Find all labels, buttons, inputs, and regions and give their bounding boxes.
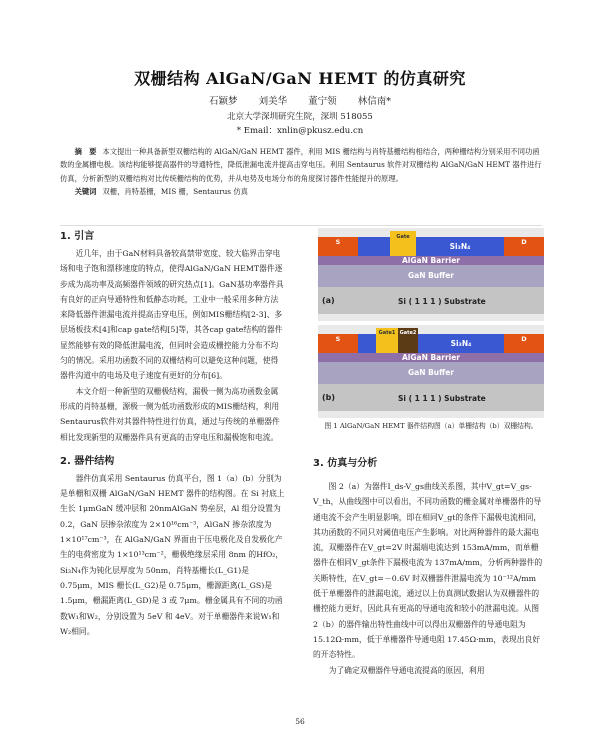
intro-paragraph-1: 近几年，由于GaN材料具备较高禁带宽度、较大临界击穿电场和电子饱和漂移速度的特点，使得AlGaN/GaN HEMT器件逐步成为高功率及高频器件领域的研究热点[1]。GaN基功率器件具有良好的正向导通特性和低静态功耗，工业中一般采用多种方法来降低器件泄漏电流并提高击穿电压，例如MIS栅结构[2-3]、多层场板技术[4]和cap gate结构[5]等，其各cap gate结构的器件显然能够有效的降低泄漏电流，但同时会造成栅控能力分布不均匀的情况。采用功函数不同的双栅结构可以避免这种问题，使得器件沟道中的电场及电子速度有更好的分布[6]。 xyxy=(60,249,284,381)
gate2-electrode: Gate2 xyxy=(398,328,418,353)
figure-1b-panel xyxy=(318,325,544,418)
substrate-label: Si ( 1 1 1 ) Substrate xyxy=(398,394,486,403)
source-electrode: S xyxy=(318,334,358,353)
passivation-left xyxy=(358,334,376,353)
algan-barrier-layer: AlGaN Barrier xyxy=(318,353,544,362)
panel-label-b: (b) xyxy=(322,393,336,402)
contact-email[interactable]: * Email：xnlin@pkusz.edu.cn xyxy=(236,126,364,136)
author: 林信南* xyxy=(357,96,391,107)
keywords-text: 双栅，肖特基栅，MIS 栅，Sentaurus 仿真 xyxy=(102,187,248,197)
section-heading-intro: 1. 引言 xyxy=(60,231,95,242)
author-list xyxy=(0,93,600,107)
figure-1-caption: 图 1 AlGaN/GaN HEMT 器件结构图（a）单栅结构（b）双栅结构。 xyxy=(324,422,538,430)
passivation-left xyxy=(358,237,390,256)
keywords-label: 关键词 xyxy=(74,187,97,197)
algan-barrier-layer: AlGaN Barrier xyxy=(318,256,544,265)
header-divider xyxy=(60,225,542,226)
author: 石颖梦 xyxy=(209,96,238,107)
panel-label-a: (a) xyxy=(322,296,335,305)
author: 董宁领 xyxy=(308,96,337,107)
abstract-label: 摘 要 xyxy=(74,147,97,156)
passivation-label: Si₃N₄ xyxy=(416,237,504,256)
left-column xyxy=(60,228,286,639)
figure-1a-panel xyxy=(318,228,544,321)
gate-electrode: Gate xyxy=(390,231,416,256)
author: 刘美华 xyxy=(258,96,288,107)
paper-title: 双栅结构 AlGaN/GaN HEMT 的仿真研究 xyxy=(134,69,466,88)
drain-electrode: D xyxy=(504,334,544,353)
page-number: 56 xyxy=(295,717,305,726)
simulation-paragraph-2: 为了确定双栅器件导通电流提高的原因，利用 xyxy=(328,665,485,675)
right-column xyxy=(313,455,543,678)
source-electrode: S xyxy=(318,237,358,256)
affiliation: 北京大学深圳研究生院，深圳 518055 xyxy=(227,112,373,122)
gan-buffer-layer: GaN Buffer xyxy=(318,265,544,287)
substrate-label: Si ( 1 1 1 ) Substrate xyxy=(398,297,486,306)
abstract-text: 本文提出一种具备新型双栅结构的 AlGaN/GaN HEMT 器件，利用 MIS 栅结构与肖特基栅结构相结合，两种栅结构分别采用不同功函数的金属栅电极。该结构能够提高器件的导通特性，降低泄漏电流并提高击穿电压。利用 Sentaurus 软件对双栅结构 AlGaN/GaN HEMT 器件进行仿真，分析新型的双栅结构对比传统栅结构的优势，并从电势及电场分布的角度探讨器件性能提升的原理。 xyxy=(60,147,542,183)
intro-paragraph-2: 本文介绍一种新型的双栅极结构，漏极一侧为高功函数金属形成的肖特基栅，源极一侧为低功函数形成的MIS栅结构，利用Sentaurus软件对其器件特性进行仿真，通过与传统的单栅器件相比发现新型的双栅器件具有更高的击穿电压和漏极饱和电流。 xyxy=(60,386,280,442)
drain-electrode: D xyxy=(504,237,544,256)
passivation-label: Si₃N₄ xyxy=(418,334,504,353)
gate1-electrode: Gate1 xyxy=(376,328,398,353)
section-heading-simulation: 3. 仿真与分析 xyxy=(313,458,378,469)
structure-paragraph: 器件仿真采用 Sentaurus 仿真平台，图 1（a）(b）分别为是单栅和双栅 AlGaN/GaN HEMT 器件的结构图。在 Si 衬底上生长 1μmGaN 缓冲层和 20nmAlGaN 势垒层，Al 组分设置为 0.2，GaN 层掺杂浓度为 2×10¹⁶cm⁻³，AlGaN 掺杂浓度为 1×10¹⁷cm⁻³，在 AlGaN/GaN 界面由于压电极化及自发极化产生的电荷密度为 1×10¹³cm⁻²，栅极绝缘层采用 8nm 的HfO₂，Si₃N₄作为钝化层厚度为 50nm，肖特基栅长(L_G1)是 0.75μm，MIS 栅长(L_G2)是 0.75μm，栅源距离(L_GS)是 1.5μm，栅漏距离(L_GD)是 3 或 7μm。栅金属具有不同的功函数W₁和W₂，分别设置为 5eV 和 4eV。对于单栅器件来说W₁和W₂相同。 xyxy=(60,473,285,636)
simulation-paragraph-1: 图 2（a）为器件I_ds-V_gs曲线关系图，其中V_gt=V_gs-V_th，从曲线图中可以看出，不同功函数的栅金属对单栅器件的导通电流不会产生明显影响，即在相同V_gt的条件下漏极电流相同，其功函数的不同只对阈值电压产生影响。对比两种器件的最大漏电流，双栅器件在V_gt=2V 时漏端电流达到 153mA/mm，而单栅器件在相同V_gt条件下漏极电流为 137mA/mm，分析两种器件的关断特性，在V_gt=－0.6V 时双栅器件泄漏电流为 10⁻¹²A/mm低于单栅器件的泄漏电流，通过以上仿真测试数据认为双栅器件的栅控能力更好，因此具有更高的导通电流和较小的泄漏电流。从图 2（b）的器件输出特性曲线中可以得出双栅器件的导通电阻为 15.12Ω·mm，低于单栅器件导通电阻 17.45Ω·mm，表现出良好的开态特性。 xyxy=(313,482,543,660)
section-heading-structure: 2. 器件结构 xyxy=(60,455,115,467)
gan-buffer-layer: GaN Buffer xyxy=(318,362,544,384)
abstract xyxy=(60,145,542,199)
